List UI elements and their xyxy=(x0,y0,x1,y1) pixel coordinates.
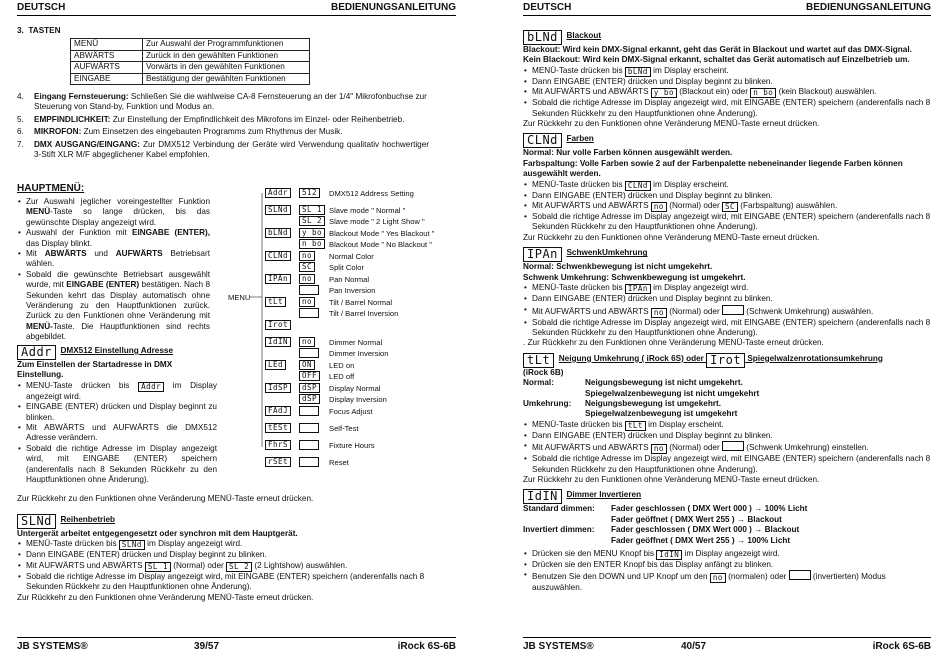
menu-sub-label: Focus Adjust xyxy=(329,407,373,416)
menu-sub-label: Split Color xyxy=(329,263,365,272)
tasten-table xyxy=(70,38,310,85)
menu-sub-display: y bo xyxy=(299,228,325,238)
page-footer xyxy=(523,637,931,651)
header-language: DEUTSCH xyxy=(17,2,66,13)
ipan-display: IPAn xyxy=(523,247,562,262)
addr-display: Addr xyxy=(17,345,56,360)
addr-bullets xyxy=(17,381,217,486)
list-item: • Mit ABWÄRTS und AUFWÄRTS Betriebsart wählen. xyxy=(17,249,210,270)
right-content xyxy=(523,30,933,594)
list-item: • MENÜ-Taste drücken bis IPAn im Display angezeigt wird. xyxy=(523,283,933,294)
addr-back: Zur Rückkehr zu den Funktionen ohne Veränderung MENÜ-Taste erneut drücken. xyxy=(17,494,314,503)
list-item: • Sobald die richtige Adresse im Display angezeigt wird, mit EINGABE (ENTER) speichern (anderenfalls nach 8 Sekunden Rückkehr zu den Hauptfunktionen ohne Änderung). xyxy=(523,318,933,339)
idin-title: Dimmer Invertieren xyxy=(566,490,642,500)
list-item: • Auswahl der Funktion mit EINGABE (ENTER), das Display blinkt. xyxy=(17,228,210,249)
menu-display: CLNd xyxy=(265,251,291,261)
menu-sub-label: Pan Normal xyxy=(329,275,370,284)
menu-sub-label: DMX512 Address Setting xyxy=(329,189,414,198)
menu-display: Addr xyxy=(265,188,291,198)
list-item: • Drücken sie den MENU Knopf bis IdIN im Display angezeigt wird. xyxy=(523,549,933,560)
list-item: • Zur Auswahl jeglicher voreingestellter Funktion MENÜ-Taste so lange drücken, bis das gewünschte Display angezeigt wird. xyxy=(17,197,210,228)
menu-sub-label: Pan Inversion xyxy=(329,286,376,295)
list-item: • Benutzen Sie den DOWN und UP Knopf um den no (normalen) oder (invertierten) Modus auszuwählen. xyxy=(523,570,933,593)
list-item: • MENÜ-Taste drücken bis bLNd im Display erscheint. xyxy=(523,66,933,77)
blnd-title: Blackout xyxy=(566,31,602,40)
slnd-title: Reihenbetrieb xyxy=(60,515,116,524)
footer-page: 39/57 xyxy=(194,641,220,652)
menu-sub-label: LED on xyxy=(329,361,355,370)
menu-sub-label: Tilt / Barrel Normal xyxy=(329,298,393,307)
list-item: 4. Eingang Fernsteuerung: Schließen Sie die wahlweise CA-8 Fernsteuerung an der 1/4" Mikrofonbuchse zur Steuerung von Stand-by, Funktion und Modus an. xyxy=(17,92,427,112)
menu-sub-display xyxy=(299,457,319,467)
list-item: • Dann EINGABE (ENTER) drücken und Display beginnt zu blinken. xyxy=(523,77,933,87)
right-page xyxy=(475,0,950,654)
menu-display: FhrS xyxy=(265,440,291,450)
addr-title: DMX512 Einstellung Adresse xyxy=(60,346,174,355)
idin-section: IdIN Dimmer Invertieren Standard dimmen: Fader geschlossen ( DMX Wert 000 ) → 100% Licht Fader geöffnet ( DMX Wert 255 ) → Blackout Invertiert dimmen: Fader geschlossen ( DMX Wert 000 ) → Blackout Fader geöffnet ( DMX Wert 255 ) → 100% Licht • Drücken sie den MENU Knopf bis IdIN im Display angezeigt wird. • Drücken sie den ENTER Knopf bis das Display anfängt zu blinken. • Benutzen Sie den DOWN und UP Knopf um den no (normalen) oder (invertierten) Modus auszuwählen. xyxy=(523,489,933,593)
menu-sub-display xyxy=(299,308,319,318)
footer-model: iRock 6S-6B xyxy=(872,641,931,652)
menu-display: FAdJ xyxy=(265,406,291,416)
list-item: • Sobald die richtige Adresse im Display angezeigt wird, mit EINGABE (ENTER) speichern (anderenfalls nach 8 Sekunden Rückkehr zu den Hauptfunktionen ohne Änderung). xyxy=(523,212,933,233)
list-item: • MENÜ-Taste drücken bis tLt im Display erscheint. xyxy=(523,420,933,431)
header-title: BEDIENUNGSANLEITUNG xyxy=(805,2,931,13)
menu-sub-display: n bo xyxy=(299,239,325,249)
menu-sub-display xyxy=(299,348,319,358)
table-row: EINGABE Bestätigung der gewählten Funktionen xyxy=(71,73,310,85)
list-item: • Dann EINGABE (ENTER) drücken und Display beginnt zu blinken. xyxy=(17,550,432,560)
tlt-display: tLt xyxy=(523,353,554,368)
tasten-heading xyxy=(17,26,61,36)
menu-tree xyxy=(265,188,470,467)
menu-display: IdSP xyxy=(265,383,291,393)
menu-sub-display: ON xyxy=(299,360,315,370)
menu-display: IdIN xyxy=(265,337,291,347)
menu-sub-label: Display Normal xyxy=(329,384,381,393)
footer-page: 40/57 xyxy=(681,641,707,652)
menu-sub-display: no xyxy=(299,297,315,307)
menu-sub-display xyxy=(299,285,319,295)
list-item: • Drücken sie den ENTER Knopf bis das Display anfängt zu blinken. xyxy=(523,560,933,570)
table-row: MENÜ Zur Auswahl der Programmfunktionen xyxy=(71,39,310,51)
menu-display: LEd xyxy=(265,360,286,370)
menu-sub-label: Tilt / Barrel Inversion xyxy=(329,309,399,318)
footer-model: iRock 6S-6B xyxy=(397,641,456,652)
tasten-num: 3. xyxy=(17,26,24,35)
clnd-section: CLNd Farben Normal: Nur volle Farben können ausgewählt werden. Farbspaltung: Volle Farben sowie 2 auf der Farbenpalette nebeneinander liegende Farben können ausgewählt werden. • MENÜ-Taste drücken bis CLNd im Display erscheint. • Dann EINGABE (ENTER) drücken und Display beginnt zu blinken. • Mit AUFWÄRTS und ABWÄRTS no (Normal) oder SC (Farbspaltung) auswählen. • Sobald die richtige Adresse im Display angezeigt wird, mit EINGABE (ENTER) speichern (anderenfalls nach 8 Sekunden Rückkehr zu den Hauptfunktionen ohne Änderung). Zur Rückkehr zu den Funktionen ohne Veränderung MENÜ-Taste erneut drücken. xyxy=(523,133,933,243)
slnd-back: Zur Rückkehr zu den Funktionen ohne Veränderung MENÜ-Taste erneut drücken. xyxy=(17,592,314,602)
menu-sub-display xyxy=(299,440,319,450)
menu-sub-label: Reset xyxy=(329,458,349,467)
menu-display: tLt xyxy=(265,297,286,307)
menu-sub-display: no xyxy=(299,274,315,284)
list-item: • Sobald die richtige Adresse im Display angezeigt wird, mit EINGABE (ENTER) speichern (anderenfalls nach 8 Sekunden Rückkehr zu den Hauptfunktionen ohne Änderung). xyxy=(523,454,933,475)
menu-sub-label: Blackout Mode " No Blackout " xyxy=(329,240,432,249)
menu-display: bLNd xyxy=(265,228,291,238)
menu-sub-display: dSP xyxy=(299,383,320,393)
addr-subtitle: Zum Einstellen der Startadresse in DMX Einstellung. xyxy=(17,360,173,380)
blnd-section: bLNd Blackout Blackout: Wird kein DMX-Signal erkannt, geht das Gerät in Blackout und wartet auf das DMX-Signal. Kein Blackout: Wird kein DMX-Signal erkannt, schaltet das Gerät automatisch auf Einzelbetrieb um. • MENÜ-Taste drücken bis bLNd im Display erscheint. • Dann EINGABE (ENTER) drücken und Display beginnt zu blinken. • Mit AUFWÄRTS und ABWÄRTS y bo (Blackout ein) oder n bo (kein Blackout) auswählen. • Sobald die richtige Adresse im Display angezeigt wird, mit EINGABE (ENTER) speichern (anderenfalls nach 8 Sekunden Rückkehr zu den Hauptfunktionen ohne Änderung). Zur Rückkehr zu den Funktionen ohne Veränderung MENÜ-Taste erneut drücken. xyxy=(523,30,933,129)
list-item: • Mit AUFWÄRTS und ABWÄRTS SL 1 (Normal) oder SL 2 (2 Lightshow) auswählen. xyxy=(17,561,432,572)
slnd-section xyxy=(17,514,432,603)
menu-sub-display: SC xyxy=(299,262,315,272)
list-item: • Mit AUFWÄRTS und ABWÄRTS no (Normal) oder (Schwenk Umkehrung) einstellen. xyxy=(523,441,933,454)
ipan-title: SchwenkUmkehrung xyxy=(566,248,648,258)
footer-brand: JB SYSTEMS® xyxy=(17,641,88,652)
menu-sub-label: LED off xyxy=(329,372,355,381)
menu-display: rSEt xyxy=(265,457,291,467)
list-item: 7. DMX AUSGANG/EINGANG: Zur DMX512 Verbindung der Geräte wird Verwendung qualitativ hochwertiger 3-Stift XLR M/F abgeglichener Kabel empfohlen. xyxy=(17,139,430,160)
list-item: • MENÜ-Taste drücken bis SLNd im Display angezeigt wird. xyxy=(17,539,432,550)
tlt-section: tLt Neigung Umkehrung ( iRock 6S) oder Irot Spiegelwalzenrotationsumkehrung (iRock 6B) Normal: Neigungsbewegung ist nicht umgekehrt. Spiegelwalzenbewegung ist nicht umgekehrt Umkehrung: Neigungsbewegung ist umgekehrt. Spiegelwalzenbewegung ist umgekehrt • MENÜ-Taste drücken bis tLt im Display erscheint. • Dann EINGABE (ENTER) drücken und Display beginnt zu blinken. • Mit AUFWÄRTS und ABWÄRTS no (Normal) oder (Schwenk Umkehrung) einstellen. • Sobald die richtige Adresse im Display angezeigt wird, mit EINGABE (ENTER) speichern (anderenfalls nach 8 Sekunden Rückkehr zu den Hauptfunktionen ohne Änderung). Zur Rückkehr zu den Funktionen ohne Veränderung MENÜ-Taste erneut drücken. xyxy=(523,353,933,486)
menu-sub-label: Dimmer Inversion xyxy=(329,349,389,358)
page-header xyxy=(523,2,931,16)
list-item: • Sobald die gewünschte Betriebsart ausgewählt wurde, mit EINGABE (ENTER) bestätigen. Nach 8 Sekunden kehrt das Display automatisch ohne Veränderung zu den Hauptfunktionen zurück. Zurück zu den Funktionen ohne Veränderung mit MENÜ-Taste. Die Hauptfunktionen sind rechts abgebildet. xyxy=(17,270,210,343)
list-item: 6. MIKROFON: Zum Einsetzen des eingebauten Programms zum Rhythmus der Musik. xyxy=(17,127,343,137)
menu-sub-label: Self-Test xyxy=(329,424,359,433)
list-item: • MENÜ-Taste drücken bis CLNd im Display erscheint. xyxy=(523,180,933,191)
menu-sub-display xyxy=(299,406,319,416)
header-title: BEDIENUNGSANLEITUNG xyxy=(330,2,456,13)
menu-display: SLNd xyxy=(265,205,291,215)
list-item: • Sobald die richtige Adresse im Display angezeigt wird, mit EINGABE (ENTER) speichern (anderenfalls nach 8 Sekunden Rückkehr zu den Hauptfunktionen ohne Änderung). xyxy=(17,444,217,486)
list-item: • Dann EINGABE (ENTER) drücken und Display beginnt zu blinken. xyxy=(523,191,933,201)
idin-display: IdIN xyxy=(523,489,562,504)
ipan-section: IPAn SchwenkUmkehrung Normal: Schwenkbewegung ist nicht umgekehrt. Schwenk Umkehrung: Schwenkbewegung ist umgekehrt. • MENÜ-Taste drücken bis IPAn im Display angezeigt wird. • Dann EINGABE (ENTER) drücken und Display beginnt zu blinken. • Mit AUFWÄRTS und ABWÄRTS no (Normal) oder (Schwenk Umkehrung) auswählen. • Sobald die richtige Adresse im Display angezeigt wird, mit EINGABE (ENTER) speichern (anderenfalls nach 8 Sekunden Rückkehr zu den Hauptfunktionen ohne Änderung). . Zur Rückkehr zu den Funktionen ohne Veränderung MENÜ-Taste erneut drücken. xyxy=(523,247,933,348)
hauptmenu-title: HAUPTMENÜ: xyxy=(17,183,85,194)
list-item: • Mit AUFWÄRTS und ABWÄRTS y bo (Blackout ein) oder n bo (kein Blackout) auswählen. xyxy=(523,87,933,98)
list-item: • Sobald die richtige Adresse im Display angezeigt wird, mit EINGABE (ENTER) speichern (anderenfalls nach 8 Sekunden Rückkehr zu den Hauptfunktionen ohne Änderung). xyxy=(523,98,933,119)
footer-brand: JB SYSTEMS® xyxy=(523,641,594,652)
menu-sub-label: Slave mode " Normal " xyxy=(329,206,406,215)
clnd-title: Farben xyxy=(566,134,594,144)
slnd-subtitle: Untergerät arbeitet entgegengesetzt oder synchron mit dem Hauptgerät. xyxy=(17,529,298,538)
blnd-display: bLNd xyxy=(523,30,562,45)
menu-display: IPAn xyxy=(265,274,291,284)
list-item: • Mit AUFWÄRTS und ABWÄRTS no (Normal) oder SC (Farbspaltung) auswählen. xyxy=(523,201,933,212)
menu-sub-display: OFF xyxy=(299,371,320,381)
menu-display: Irot xyxy=(265,320,291,330)
menu-root-label: MENU xyxy=(228,293,251,302)
menu-sub-display: no xyxy=(299,337,315,347)
list-item: • MENU-Taste drücken bis Addr im Display angezeigt wird. xyxy=(17,381,217,402)
table-row: ABWÄRTS Zurück in den gewählten Funktionen xyxy=(71,50,310,62)
irot-display: Irot xyxy=(706,353,745,368)
table-row: AUFWÄRTS Vorwärts in den gewählten Funktionen xyxy=(71,62,310,74)
menu-sub-display: SL 2 xyxy=(299,216,325,226)
menu-sub-display: SL 1 xyxy=(299,205,325,215)
hauptmenu-bullets xyxy=(17,197,210,343)
menu-sub-display: 512 xyxy=(299,188,320,198)
menu-sub-label: Slave mode " 2 Light Show " xyxy=(329,217,425,226)
list-item: • Dann EINGABE (ENTER) drücken und Display beginnt zu blinken. xyxy=(523,431,933,441)
list-item: • EINGABE (ENTER) drücken und Display beginnt zu blinken. xyxy=(17,402,217,423)
menu-sub-label: Display Inversion xyxy=(329,395,387,404)
clnd-display: CLNd xyxy=(523,133,562,148)
list-item: • Mit ABWÄRTS und AUFWÄRTS die DMX512 Adresse verändern. xyxy=(17,423,217,444)
numbered-list xyxy=(17,92,429,160)
header-language: DEUTSCH xyxy=(523,2,572,13)
slnd-bullets xyxy=(17,539,432,592)
page-header xyxy=(17,2,456,16)
tasten-title: TASTEN xyxy=(28,26,61,35)
addr-section xyxy=(17,345,217,485)
list-item: • Mit AUFWÄRTS und ABWÄRTS no (Normal) oder (Schwenk Umkehrung) auswählen. xyxy=(523,305,933,318)
list-item: 5. EMPFINDLICHKEIT: Zur Einstellung der Empfindlichkeit des Mikrofons im Einzel- oder Reihenbetrieb. xyxy=(17,114,405,124)
menu-display: tESt xyxy=(265,423,291,433)
list-item: • Sobald die richtige Adresse im Display angezeigt wird, mit EINGABE (ENTER) speichern (anderenfalls nach 8 Sekunden Rückkehr zu den Hauptfunktionen ohne Änderung). xyxy=(17,572,432,593)
menu-sub-label: Fixture Hours xyxy=(329,441,375,450)
menu-sub-display: no xyxy=(299,251,315,261)
menu-sub-label: Dimmer Normal xyxy=(329,338,383,347)
page-footer xyxy=(17,637,456,651)
menu-sub-display xyxy=(299,423,319,433)
menu-sub-label: Blackout Mode " Yes Blackout " xyxy=(329,229,435,238)
slnd-display: SLNd xyxy=(17,514,56,529)
menu-sub-display: dSP xyxy=(299,394,320,404)
menu-sub-label: Normal Color xyxy=(329,252,374,261)
list-item: • Dann EINGABE (ENTER) drücken und Display beginnt zu blinken. xyxy=(523,294,933,304)
